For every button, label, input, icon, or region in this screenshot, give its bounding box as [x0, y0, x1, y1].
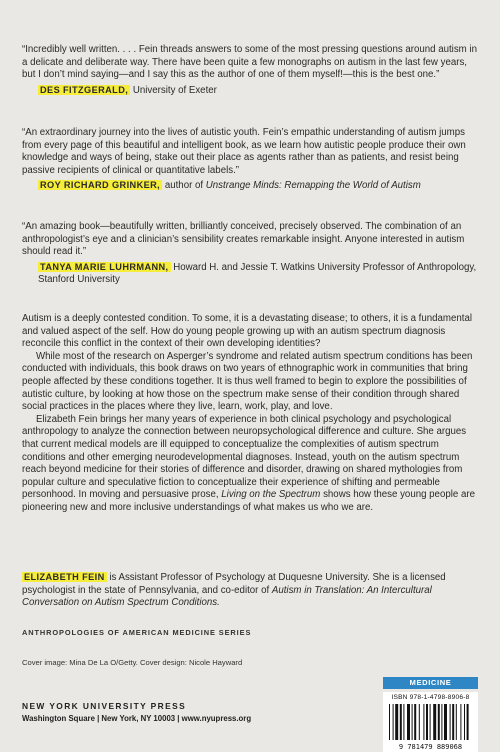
book-description	[22, 313, 482, 515]
description-paragraph: While most of the research on Asperger’s syndrome and related autism spectrum conditions has been conducted with individuals, this book draws on two years of ethnographic work in communities that bring people affected by these conditions together. It is thus well framed to begin to explore the possibilities of autistic culture, by looking at how those on the spectrum make sense of their condition through shared social practices in the places where they live, learn, work, play, and love.	[22, 350, 473, 413]
isbn-label: ISBN 978-1-4798-8906-8	[391, 694, 470, 701]
barcode-bars-icon	[389, 704, 472, 740]
blurb-name: DES FITZGERALD,	[40, 84, 129, 95]
blurb-luhrmann	[22, 221, 482, 287]
category-label: MEDICINE	[383, 677, 478, 689]
author-book-title: Autism in Translation: An Intercultural Conversation on Autism Spectrum Conditions.	[22, 584, 432, 609]
blurb-affiliation: author of	[164, 180, 204, 192]
blurb-name: TANYA MARIE LUHRMANN,	[40, 261, 169, 272]
publisher-name: NEW YORK UNIVERSITY PRESS	[22, 701, 187, 711]
publisher-address: Washington Square | New York, NY 10003 | www.nyupress.org	[22, 714, 252, 723]
blurb-name: ROY RICHARD GRINKER,	[40, 180, 161, 191]
blurb-grinker	[22, 127, 482, 193]
cover-credits: Cover image: Mina De La O/Getty. Cover design: Nicole Hayward	[22, 658, 243, 667]
book-title: Living on the Spectrum	[221, 489, 321, 501]
barcode	[383, 692, 478, 752]
blurb-book-title: Unstrange Minds: Remapping the World of Autism	[205, 180, 421, 192]
author-name: ELIZABETH FEIN	[24, 572, 105, 582]
blurb-affiliation: Howard H. and Jessie T. Watkins University Professor of Anthropology, Stanford University	[38, 261, 477, 286]
blurb-text: “An extraordinary journey into the lives of autistic youth. Fein’s empathic understanding of autism jumps from every page of this beautiful and intelligent book, as we learn how autistic people produce their own knowledge and ways of being, stake out their place as agents rather than as patients, and resist being passive recipients of clinical or quantitative labels.”	[22, 127, 466, 176]
blurb-attribution	[38, 179, 482, 193]
description-text: shows how these young people are pioneering new and more inclusive understandings of what makes us who we are.	[22, 489, 475, 513]
description-paragraph	[22, 414, 482, 515]
blurb-affiliation: University of Exeter	[132, 84, 217, 96]
barcode-panel	[383, 677, 478, 752]
description-paragraph: Autism is a deeply contested condition. To some, it is a devastating disease; to others, it is a fundamental and valued aspect of the self. How do young people growing up with an autism spectrum diagnosis reconcile this conflict in the context of their own developing identities?	[22, 313, 472, 350]
blurb-text: “An amazing book—beautifully written, brilliantly conceived, precisely observed. The combination of an anthropologist’s eye and a clinician’s sensibility creates remarkable insight. Anyone interested in autism should read it.”	[22, 221, 465, 258]
ean-number: 9 781479 889068	[398, 743, 463, 751]
publisher-block	[22, 701, 251, 723]
author-bio-text: is Assistant Professor of Psychology at Duquesne University. She is a licensed psychologist in the state of Pennsylvania, and co-editor of	[22, 572, 446, 596]
blurb-fitzgerald	[22, 44, 482, 97]
description-text: Elizabeth Fein brings her many years of experience in both clinical psychology and psychological anthropology to analyze the connection between neuropsychological difference and culture. She argues that current medical models are ill equipped to conceptualize the complexities of autism spectrum conditions and other emerging neurodevelopmental diagnoses. Instead, youth on the autism spectrum reach beyond medicine for their stories of difference and disorder, drawing on shared mythologies from popular culture and speculative fiction to conceptualize their experience of shifting and permeable personhood. In moving and persuasive prose,	[22, 413, 467, 501]
blurb-attribution	[38, 84, 482, 98]
author-bio	[22, 571, 482, 610]
blurb-attribution	[38, 261, 482, 287]
series-name: ANTHROPOLOGIES OF AMERICAN MEDICINE SERIES	[22, 628, 252, 637]
blurb-text: “Incredibly well written. . . . Fein threads answers to some of the most pressing questions around autism in a delicate and deliberate way. There have been quite a few monographs on autism in the last few years, but I don’t mind saying—and I say this as the author of one of them myself!—this is the best one.”	[22, 44, 477, 81]
